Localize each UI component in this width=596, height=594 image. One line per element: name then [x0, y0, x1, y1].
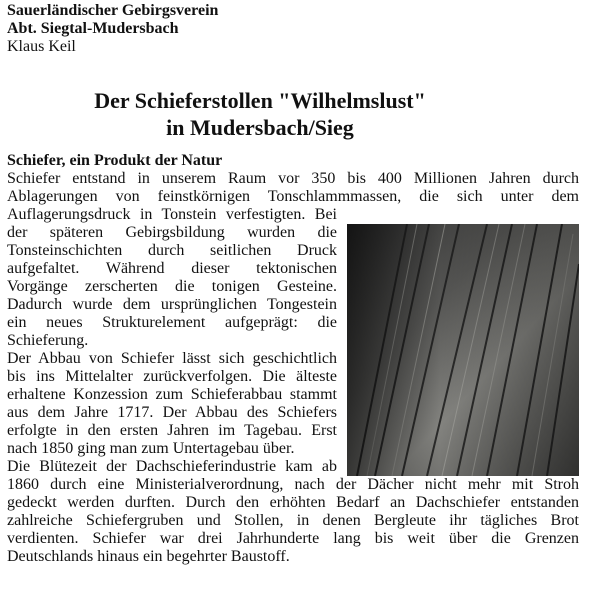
- text-line: Deutschlands hinaus ein begehrter Baustoff.: [7, 548, 290, 565]
- text-line: Vorgänge zerscherten die tonigen Gesteine.: [7, 278, 337, 295]
- title-line-1: Der Schieferstollen "Wilhelmslust": [94, 88, 426, 113]
- text-line: 1860 durch eine Ministerialverordnung, nach der Dächer nicht mehr mit Stroh: [7, 476, 579, 493]
- org-name: Sauerländischer Gebirgsverein: [7, 2, 219, 19]
- dept-name: Abt. Siegtal-Mudersbach: [7, 20, 179, 37]
- title-line-2: in Mudersbach/Sieg: [166, 115, 354, 140]
- text-line: aufgefaltet. Während dieser tektonischen: [7, 260, 337, 277]
- slate-rock-photo: [347, 224, 579, 476]
- text-line: Auflagerungsdruck in Tonstein verfestigten. Bei: [7, 206, 337, 223]
- text-line: Schieferung.: [7, 332, 89, 349]
- text-line: Ablagerungen von feinstkörnigen Tonschlammmassen, die sich unter dem: [7, 188, 579, 205]
- organization-header: [7, 2, 218, 56]
- section-heading: Schiefer, ein Produkt der Natur: [7, 152, 223, 169]
- text-line: nach 1850 ging man zum Untertagebau über.: [7, 440, 295, 457]
- text-line: erfolgte in den ersten Jahren im Tagebau. Erst: [7, 422, 337, 439]
- document-title: [40, 87, 480, 141]
- text-line: ein neues Strukturelement aufgeprägt: die: [7, 314, 337, 331]
- text-line: Der Abbau von Schiefer lässt sich geschichtlich: [7, 350, 337, 367]
- text-line: Schiefer entstand in unserem Raum vor 350 bis 400 Millionen Jahren durch: [7, 170, 579, 187]
- text-line: der späteren Gebirgsbildung wurden die: [7, 224, 337, 241]
- text-line: aus dem Jahre 1717. Der Abbau des Schiefers: [7, 404, 337, 421]
- text-line: zahlreiche Schiefergruben und Stollen, in denen Bergleute ihr tägliches Brot: [7, 512, 579, 529]
- text-line: Dadurch wurde dem ursprünglichen Tongestein: [7, 296, 337, 313]
- text-line: erhaltene Konzession zum Schieferabbau stammt: [7, 386, 337, 403]
- text-line: verdienten. Schiefer war drei Jahrhunderte lang bis weit über die Grenzen: [7, 530, 579, 547]
- text-line: gedeckt werden durften. Durch den erhöhten Bedarf an Dachschiefer entstanden: [7, 494, 579, 511]
- text-line: Die Blütezeit der Dachschieferindustrie kam ab: [7, 458, 337, 475]
- author-name: Klaus Keil: [7, 38, 76, 55]
- text-line: Tonsteinschichten durch seitlichen Druck: [7, 242, 337, 259]
- text-line: bis ins Mittelalter zurückverfolgen. Die älteste: [7, 368, 337, 385]
